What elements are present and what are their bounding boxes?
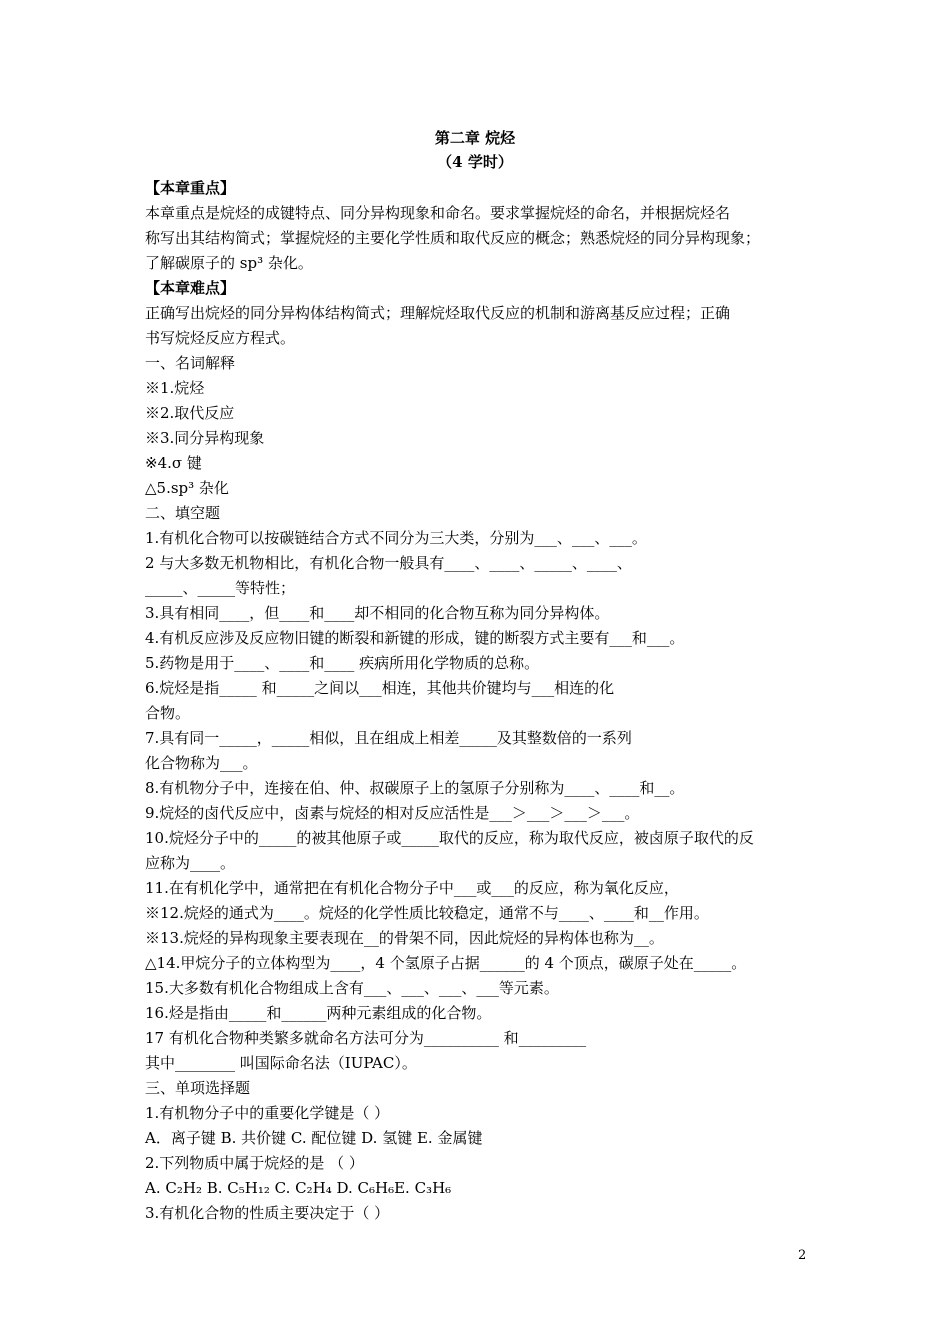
term-item: ※1.烷烃	[145, 379, 205, 397]
fill-item: 合物。	[145, 704, 191, 722]
choice-question: 1.有机物分子中的重要化学键是（ ）	[145, 1104, 390, 1122]
term-item: △5.sp³ 杂化	[145, 479, 229, 497]
key-points-heading: 【本章重点】	[145, 179, 236, 197]
fill-item: 6.烷烃是指_____ 和_____之间以___相连，其他共价键均与___相连的化	[145, 679, 615, 697]
fill-item: 8.有机物分子中，连接在伯、仲、叔碳原子上的氢原子分别称为____、____和__。	[145, 779, 685, 797]
fill-item: 应称为____。	[145, 854, 236, 872]
section2-heading: 二、填空题	[145, 504, 221, 522]
difficulties-line: 正确写出烷烃的同分异构体结构简式；理解烷烃取代反应的机制和游离基反应过程；正确	[145, 304, 731, 322]
choice-options: A．离子键 B. 共价键 C. 配位键 D. 氢键 E. 金属键	[145, 1129, 483, 1147]
fill-item: 其中________ 叫国际命名法（IUPAC）。	[145, 1054, 417, 1072]
fill-item: ※13.烷烃的异构现象主要表现在__的骨架不同，因此烷烃的异构体也称为__。	[145, 929, 664, 947]
fill-item: 10.烷烃分子中的_____的被其他原子或_____取代的反应，称为取代反应，被卤原子取代的反	[145, 829, 754, 847]
fill-item: 3.具有相同____，但____和____却不相同的化合物互称为同分异构体。	[145, 604, 610, 622]
key-points-line: 了解碳原子的 sp³ 杂化。	[145, 254, 313, 272]
fill-item: △14.甲烷分子的立体构型为____，4 个氢原子占据______的 4 个顶点，碳原子处在_____。	[145, 954, 747, 972]
key-points-line: 称写出其结构简式；掌握烷烃的主要化学性质和取代反应的概念；熟悉烷烃的同分异构现象；	[145, 229, 761, 247]
choice-question: 3.有机化合物的性质主要决定于（ ）	[145, 1204, 390, 1222]
difficulties-line: 书写烷烃反应方程式。	[145, 329, 296, 347]
fill-item: ※12.烷烃的通式为____。烷烃的化学性质比较稳定，通常不与____、____和__作用。	[145, 904, 709, 922]
fill-item: 17 有机化合物种类繁多就命名方法可分为__________ 和_________	[145, 1029, 587, 1047]
difficulties-heading: 【本章难点】	[145, 279, 236, 297]
fill-item: 7.具有同一_____，_____相似，且在组成上相差_____及其整数倍的一系列	[145, 729, 632, 747]
term-item: ※2.取代反应	[145, 404, 235, 422]
chapter-title: 第二章 烷烃	[434, 129, 516, 147]
key-points-line: 本章重点是烷烃的成键特点、同分异构现象和命名。要求掌握烷烃的命名，并根据烷烃名	[145, 204, 731, 222]
fill-item: 16.烃是指由_____和______两种元素组成的化合物。	[145, 1004, 492, 1022]
choice-question: 2.下列物质中属于烷烃的是 （ ）	[145, 1154, 364, 1172]
fill-item: 11.在有机化学中，通常把在有机化合物分子中___或___的反应，称为氧化反应，	[145, 879, 679, 897]
fill-item: 4.有机反应涉及反应物旧键的断裂和新键的形成，键的断裂方式主要有___和___。	[145, 629, 685, 647]
fill-item: 1.有机化合物可以按碳链结合方式不同分为三大类，分别为___、___、___。	[145, 529, 647, 547]
fill-item: _____、_____等特性；	[145, 579, 296, 597]
term-item: ※4.σ 键	[145, 454, 202, 472]
term-item: ※3.同分异构现象	[145, 429, 265, 447]
page-number: 2	[798, 1248, 807, 1263]
fill-item: 5.药物是用于____、____和____ 疾病所用化学物质的总称。	[145, 654, 540, 672]
chapter-hours: （4 学时）	[437, 153, 513, 171]
fill-item: 9.烷烃的卤代反应中，卤素与烷烃的相对反应活性是___＞___＞___＞___。	[145, 804, 640, 822]
fill-item: 15.大多数有机化合物组成上含有___、___、___、___等元素。	[145, 979, 559, 997]
fill-item: 化合物称为___。	[145, 754, 258, 772]
choice-options: A. C₂H₂ B. C₅H₁₂ C. C₂H₄ D. C₆H₆E. C₃H₆	[145, 1179, 452, 1197]
section1-heading: 一、名词解释	[145, 354, 236, 372]
section3-heading: 三、单项选择题	[145, 1079, 251, 1097]
fill-item: 2 与大多数无机物相比，有机化合物一般具有____、____、_____、____、	[145, 554, 632, 572]
